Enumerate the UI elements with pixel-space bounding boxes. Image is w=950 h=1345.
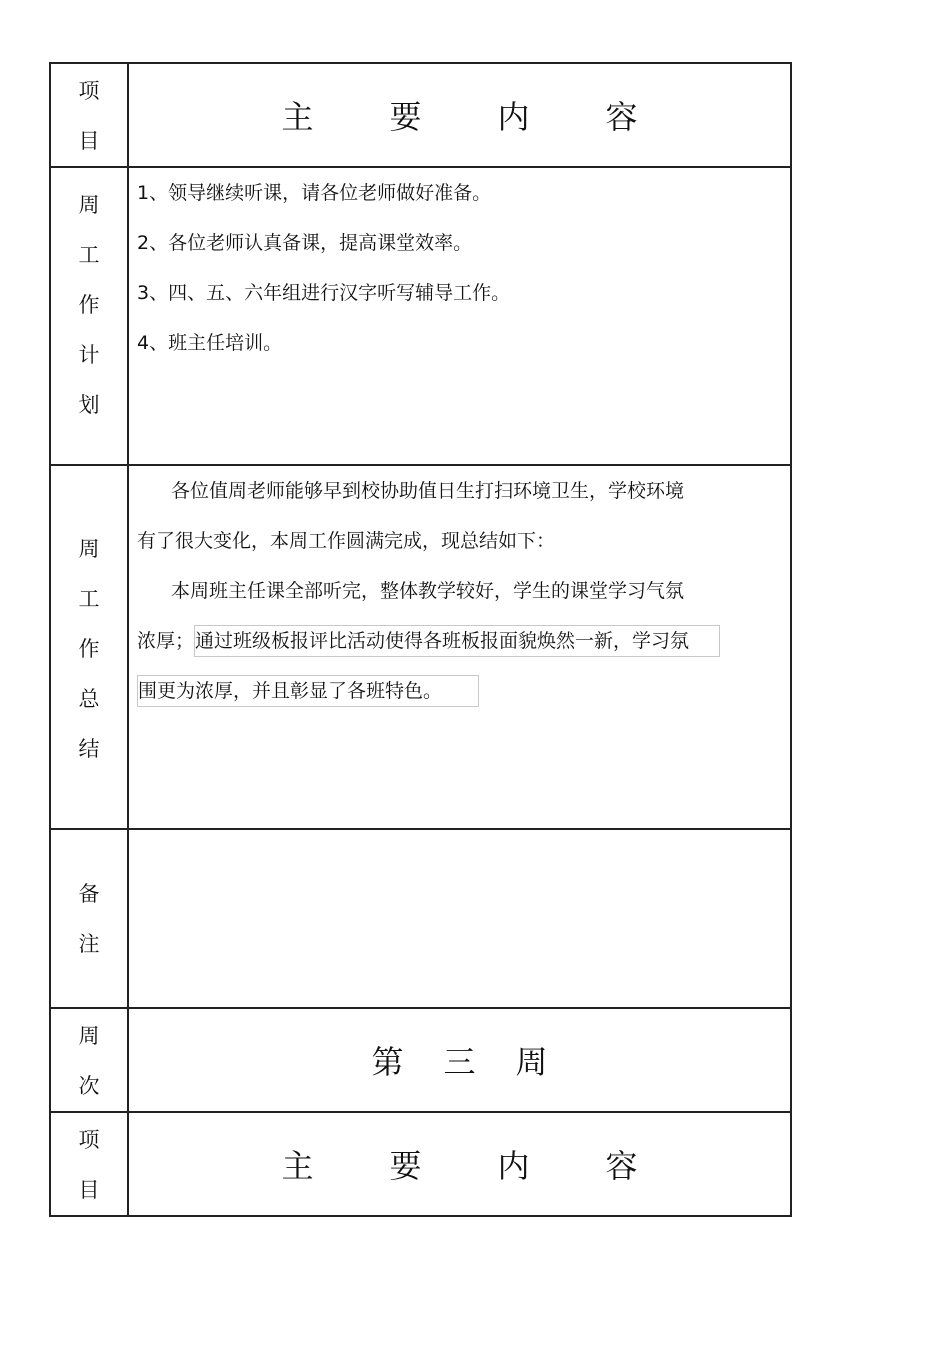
label-char: 次 <box>78 1074 100 1098</box>
weekly-summary-content <box>128 465 791 829</box>
highlighted-summary-text: 围更为浓厚，并且彰显了各班特色。 <box>137 675 479 707</box>
header-row-bottom <box>50 1112 791 1216</box>
week-number-cell <box>128 1008 791 1112</box>
summary-text: 浓厚； <box>137 630 195 652</box>
label-char: 工 <box>78 243 100 267</box>
weekly-plan-table <box>49 62 792 1217</box>
plan-item: 1、领导继续听课，请各位老师做好准备。 <box>137 182 492 204</box>
weekly-plan-label <box>50 167 128 465</box>
label-char: 周 <box>78 537 100 561</box>
summary-paragraph-line <box>137 616 782 666</box>
summary-row <box>50 465 791 829</box>
heading-char: 主 <box>281 98 314 136</box>
plan-item: 4、班主任培训。 <box>137 332 283 354</box>
label-char: 作 <box>78 293 100 317</box>
label-char: 目 <box>78 1178 100 1202</box>
main-content-heading-cell <box>128 1112 791 1216</box>
summary-paragraph-line <box>137 666 782 716</box>
week-number-heading <box>129 1037 790 1083</box>
main-content-heading-cell <box>128 63 791 167</box>
label-char: 作 <box>78 637 100 661</box>
week-row <box>50 1008 791 1112</box>
summary-paragraph-line: 有了很大变化，本周工作圆满完成，现总结如下： <box>137 530 556 552</box>
label-char: 目 <box>78 129 100 153</box>
remarks-label <box>50 829 128 1008</box>
heading-char: 周 <box>515 1043 548 1081</box>
heading-char: 要 <box>389 98 422 136</box>
heading-char: 内 <box>497 1147 530 1185</box>
header-row-top <box>50 63 791 167</box>
label-char: 项 <box>78 1128 100 1152</box>
plan-row <box>50 167 791 465</box>
label-char: 项 <box>78 79 100 103</box>
label-char: 工 <box>78 587 100 611</box>
label-char: 总 <box>78 687 100 711</box>
heading-char: 要 <box>389 1147 422 1185</box>
item-label <box>50 1112 128 1216</box>
label-char: 注 <box>78 931 100 956</box>
label-char: 周 <box>78 1024 100 1048</box>
heading-char: 第 <box>371 1043 404 1081</box>
label-char: 划 <box>78 393 100 417</box>
label-char: 结 <box>78 737 100 761</box>
plan-item: 3、四、五、六年组进行汉字听写辅导工作。 <box>137 282 511 304</box>
plan-item: 2、各位老师认真备课，提高课堂效率。 <box>137 232 473 254</box>
heading-char: 内 <box>497 98 530 136</box>
heading-char: 三 <box>443 1043 476 1081</box>
main-content-heading <box>129 1141 790 1187</box>
weekly-plan-content <box>128 167 791 465</box>
remarks-row <box>50 829 791 1008</box>
remarks-content <box>128 829 791 1008</box>
highlighted-summary-text: 通过班级板报评比活动使得各班板报面貌焕然一新，学习氛 <box>194 625 720 657</box>
heading-char: 主 <box>281 1147 314 1185</box>
summary-paragraph-line: 本周班主任课全部听完，整体教学较好，学生的课堂学习气氛 <box>171 580 685 602</box>
week-label <box>50 1008 128 1112</box>
weekly-summary-label <box>50 465 128 829</box>
label-char: 计 <box>78 343 100 367</box>
heading-char: 容 <box>605 1147 638 1185</box>
label-char: 周 <box>78 193 100 217</box>
item-label <box>50 63 128 167</box>
summary-paragraph-line: 各位值周老师能够早到校协助值日生打扫环境卫生，学校环境 <box>171 480 685 502</box>
heading-char: 容 <box>605 98 638 136</box>
label-char: 备 <box>78 881 100 906</box>
main-content-heading <box>129 92 790 138</box>
